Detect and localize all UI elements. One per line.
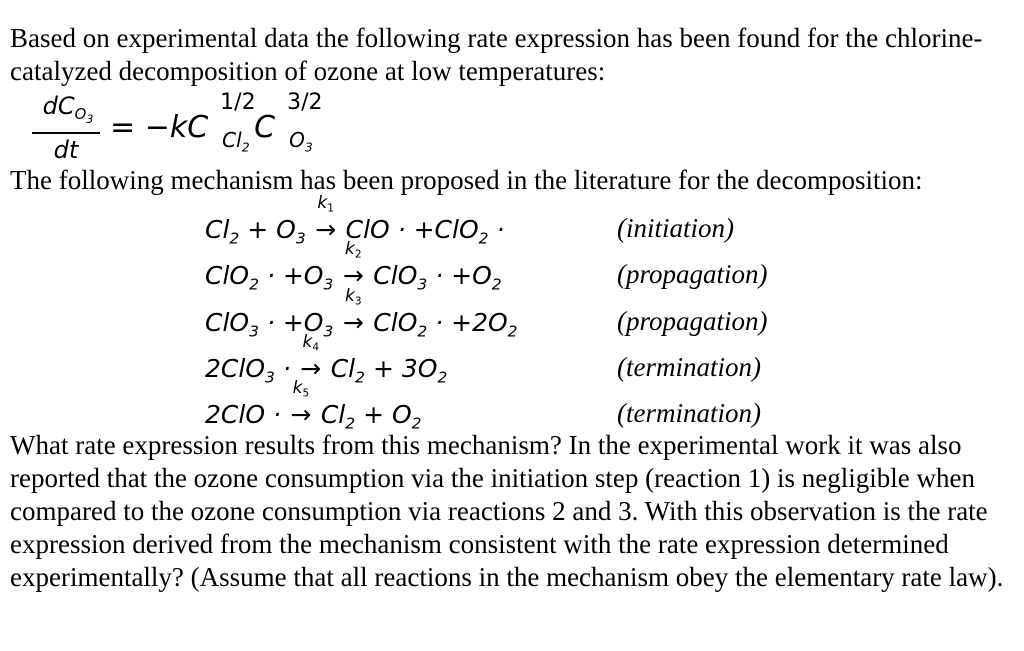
- numerator-text: dC: [42, 92, 75, 120]
- numerator-subscript: O3: [74, 105, 94, 127]
- rate-constant-label: $k_4$: [302, 332, 320, 354]
- arrow-glyph: →: [315, 215, 337, 244]
- reaction-lhs: $ClO_2 \cdot +O_3$: [205, 261, 334, 294]
- reaction-lhs: 2ClO ·: [205, 400, 281, 429]
- arrow-glyph: →: [342, 261, 364, 290]
- o3-concentration-letter: C: [254, 110, 276, 145]
- rate-constant-label: $k_2$: [345, 239, 362, 261]
- fraction-bar: [32, 132, 100, 134]
- reaction-1: [205, 193, 845, 249]
- reaction-type: (termination): [617, 352, 761, 382]
- rate-law-rhs: [110, 90, 323, 155]
- rate-law-equation: [28, 88, 408, 164]
- reaction-arrow: [341, 286, 365, 337]
- cl2-exponent: 1/2: [220, 90, 256, 115]
- o3-subscript: $O_3$: [289, 128, 313, 155]
- o3-exponent: 3/2: [287, 90, 323, 115]
- reaction-2: [205, 239, 845, 295]
- reaction-lhs: $ClO_3 \cdot +O_3$: [205, 308, 334, 341]
- reaction-equation: [205, 286, 518, 341]
- cl2-subscript: $Cl_2$: [222, 128, 250, 155]
- reaction-5: [205, 378, 845, 434]
- equals-sign: =: [110, 110, 136, 145]
- reaction-type: (initiation): [617, 213, 734, 243]
- rate-constant-label: $k_3$: [345, 286, 362, 308]
- reaction-rhs: $ClO_3 \cdot +O_2$: [373, 261, 502, 294]
- reaction-lhs: $Cl_2 + O_3$: [205, 215, 306, 248]
- question-paragraph: What rate expression results from this mechanism? In the experimental work it was also reported that the ozone consumption via the initiation step (reaction 1) is negligible when compared to the ozone consumption via reactions 2 and 3. With this observation is the rate expression derived from the mechanism consistent with the rate expression determined experimentally? (Assume that all reactions in the mechanism obey the elementary rate law).: [10, 430, 1004, 592]
- fraction-numerator: [28, 92, 108, 127]
- reaction-rhs: $ClO_2 \cdot +2O_2$: [373, 308, 518, 341]
- reaction-arrow: [314, 193, 338, 244]
- reaction-equation: [205, 378, 422, 433]
- reaction-rhs: ClO · +ClO$_2$ ·: [345, 215, 505, 248]
- reaction-equation: [205, 332, 448, 387]
- reaction-arrow: [289, 378, 313, 429]
- mechanism-intro: The following mechanism has been proposed in the literature for the decomposition:: [10, 165, 923, 195]
- arrow-glyph: →: [290, 400, 312, 429]
- rate-constant-label: $k_5$: [292, 378, 310, 400]
- intro-paragraph: Based on experimental data the following rate expression has been found for the chlorine-catalyzed decomposition of ozone at low temperatures:: [10, 23, 983, 86]
- rhs-prefix: −kC: [144, 110, 209, 145]
- reaction-type: (propagation): [617, 259, 768, 289]
- arrow-glyph: →: [342, 308, 364, 337]
- cl2-concentration-term: [208, 90, 256, 155]
- reaction-type: (termination): [617, 398, 761, 428]
- reaction-type: (propagation): [617, 306, 768, 336]
- reaction-rhs: $Cl_2 + O_2$: [320, 400, 422, 433]
- reaction-rhs: $Cl_2 + 3O_2$: [330, 354, 448, 387]
- arrow-glyph: →: [300, 354, 322, 383]
- reaction-lhs: 2ClO$_3$ ·: [205, 354, 291, 387]
- fraction-denominator: dt: [53, 136, 79, 164]
- rate-constant-label: $k_1$: [317, 193, 334, 215]
